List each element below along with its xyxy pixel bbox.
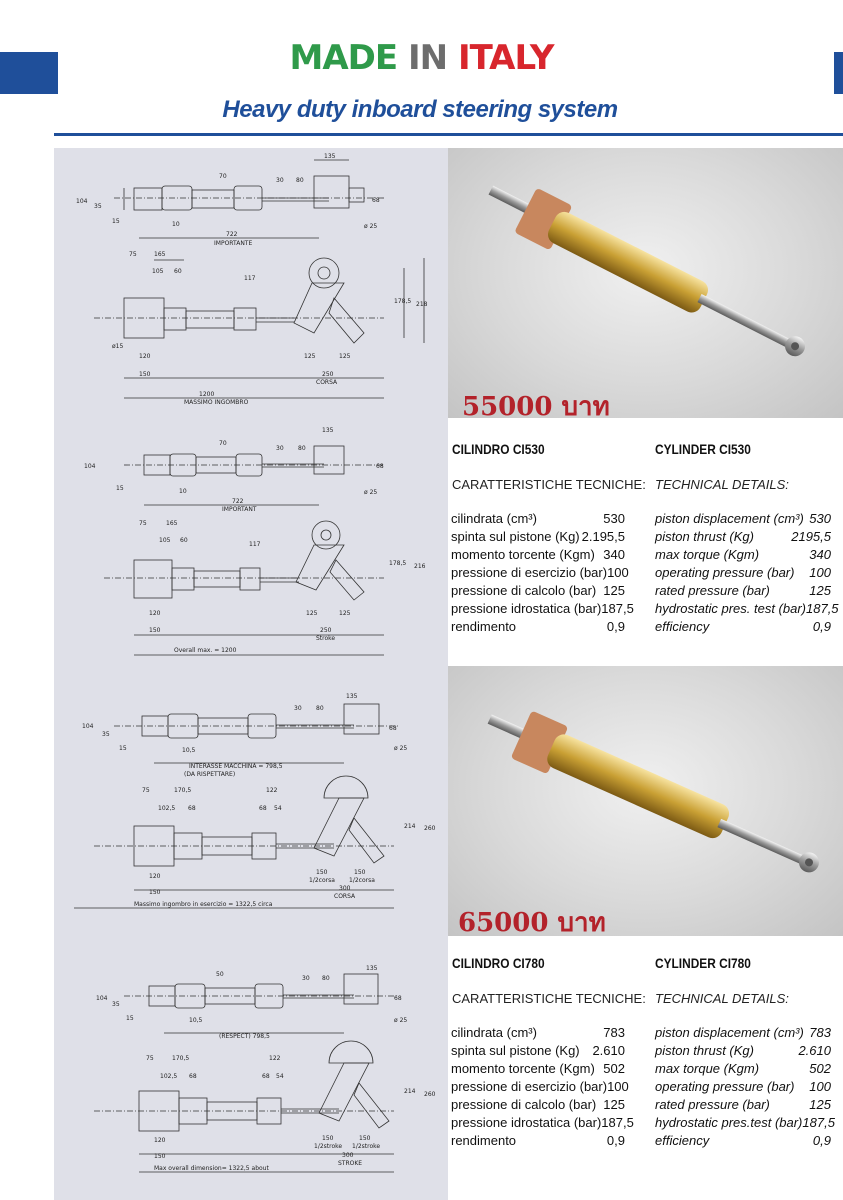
technical-drawing-ci530-it	[54, 148, 448, 410]
dim-80: 80	[296, 177, 304, 184]
spec-label: pressione di esercizio (bar)	[451, 565, 608, 580]
dim-1322: Max overall dimension= 1322,5 about	[154, 1165, 269, 1172]
dim-722: 722	[226, 231, 238, 238]
spec-label: efficiency	[655, 1133, 710, 1148]
spec-value: 0,9	[606, 619, 625, 634]
spec-value: 125	[603, 1097, 625, 1112]
header-rule	[54, 133, 843, 136]
dim-135: 135	[322, 427, 334, 434]
spec-row	[655, 582, 831, 600]
dim-105: 105	[152, 268, 164, 275]
specs-table-en-ci780	[655, 1024, 835, 1150]
dim-15b: ø15	[112, 343, 124, 350]
spec-label: rendimento	[451, 1133, 517, 1148]
dim-120: 120	[149, 873, 161, 880]
dim-300: 300	[342, 1152, 354, 1159]
spec-row	[655, 528, 831, 546]
spec-row	[655, 1042, 831, 1060]
spec-label: pressione di esercizio (bar)	[451, 1079, 608, 1094]
spec-label: pressione di calcolo (bar)	[451, 1097, 597, 1112]
spec-row	[451, 618, 625, 636]
dim-60: 60	[180, 537, 188, 544]
cylinder-image-ci530	[448, 148, 843, 418]
note-722: IMPORTANT	[222, 506, 257, 513]
spec-value: 2.610	[592, 1043, 625, 1058]
dim-68: 68	[394, 995, 402, 1002]
dim-122: 122	[266, 787, 278, 794]
dim-150: 150	[154, 1153, 166, 1160]
dim-135: 135	[324, 153, 336, 160]
dim-178: 178,5	[394, 298, 412, 305]
spec-value: 502	[809, 1061, 831, 1076]
note-250: Stroke	[316, 635, 336, 642]
spec-row	[451, 1078, 629, 1096]
spec-value: 100	[607, 565, 629, 580]
dim-117: 117	[249, 541, 261, 548]
product-photo-ci780	[448, 666, 843, 936]
logo-italy: ITALY	[457, 38, 554, 78]
dim-125b: 125	[339, 353, 351, 360]
dim-135: 135	[366, 965, 378, 972]
title-it-ci780: CILINDRO CI780	[452, 955, 545, 971]
spec-value: 100	[607, 1079, 629, 1094]
dim-135: 135	[346, 693, 358, 700]
dim-105: 105	[159, 537, 171, 544]
specs-table-it-ci780	[451, 1024, 634, 1150]
subtitle-it-ci780: CARATTERISTICHE TECNICHE:	[452, 991, 646, 1006]
subtitle-en-ci530: TECHNICAL DETAILS:	[655, 477, 789, 492]
spec-label: rendimento	[451, 619, 517, 634]
spec-row	[451, 1024, 625, 1042]
note-250: CORSA	[316, 379, 338, 386]
subtitle-it-ci530: CARATTERISTICHE TECNICHE:	[452, 477, 646, 492]
dim-25: ø 25	[394, 1017, 408, 1024]
spec-label: piston thrust (Kg)	[655, 529, 754, 544]
spec-label: pressione di calcolo (bar)	[451, 583, 597, 598]
spec-row	[451, 564, 629, 582]
spec-row	[451, 1114, 634, 1132]
dim-150b: 150	[354, 869, 366, 876]
spec-row	[451, 600, 634, 618]
spec-value: 100	[809, 565, 831, 580]
dim-half-a: 1/2corsa	[309, 877, 335, 884]
page-subtitle: Heavy duty inboard steering system	[222, 96, 618, 123]
logo-in: IN	[407, 38, 448, 78]
spec-row	[655, 600, 839, 618]
dim-120: 120	[139, 353, 151, 360]
dim-70: 70	[219, 440, 227, 447]
spec-row	[655, 510, 831, 528]
spec-row	[655, 1096, 831, 1114]
dim-125a: 125	[304, 353, 316, 360]
technical-drawing-ci780-en	[54, 928, 448, 1200]
dim-68: 68	[376, 463, 384, 470]
dim-150: 150	[149, 627, 161, 634]
spec-row	[655, 546, 831, 564]
spec-value: 530	[603, 511, 625, 526]
drawing-panel-ci530-it	[54, 148, 448, 410]
dim-102: 102,5	[158, 805, 176, 812]
spec-value: 2.195,5	[581, 529, 625, 544]
spec-row	[451, 1042, 625, 1060]
spec-value: 783	[603, 1025, 625, 1040]
dim-214: 214	[404, 1088, 416, 1095]
spec-row	[451, 1060, 625, 1078]
dim-30: 30	[294, 705, 302, 712]
spec-value: 187,5	[802, 1115, 835, 1130]
dim-35: 35	[112, 1001, 120, 1008]
spec-row	[655, 1024, 831, 1042]
dim-68b: 68	[259, 805, 267, 812]
spec-row	[451, 1132, 625, 1150]
note-300: CORSA	[334, 893, 356, 900]
dim-80: 80	[316, 705, 324, 712]
dim-75: 75	[142, 787, 150, 794]
spec-value: 125	[809, 583, 831, 598]
dim-122: 122	[269, 1055, 281, 1062]
dim-10: 10,5	[189, 1017, 203, 1024]
specs-table-it-ci530	[451, 510, 634, 636]
dim-half-a: 1/2stroke	[314, 1143, 343, 1150]
spec-value: 340	[809, 547, 831, 562]
dim-120: 120	[154, 1137, 166, 1144]
spec-value: 340	[603, 547, 625, 562]
spec-label: efficiency	[655, 619, 710, 634]
dim-104: 104	[82, 723, 94, 730]
dim-80: 80	[298, 445, 306, 452]
spec-row	[655, 1114, 835, 1132]
spec-label: pressione idrostatica (bar)	[451, 1115, 602, 1130]
spec-label: rated pressure (bar)	[655, 583, 770, 598]
spec-label: rated pressure (bar)	[655, 1097, 770, 1112]
drawing-panel-ci780-it	[54, 678, 448, 928]
dim-218: 218	[416, 301, 428, 308]
dim-104: 104	[76, 198, 88, 205]
dim-104: 104	[96, 995, 108, 1002]
dim-117: 117	[244, 275, 256, 282]
product-photo-ci530	[448, 148, 843, 422]
dim-25: ø 25	[364, 223, 378, 230]
note-798: (DA RISPETTARE)	[184, 771, 236, 778]
spec-value: 783	[809, 1025, 831, 1040]
dim-125b: 125	[339, 610, 351, 617]
dim-165: 165	[166, 520, 178, 527]
dim-102: 102,5	[160, 1073, 178, 1080]
spec-label: hydrostatic pres.test (bar)	[655, 1115, 803, 1130]
dim-10: 10,5	[182, 747, 196, 754]
technical-drawing-ci530-en	[54, 410, 448, 678]
dim-722: 722	[232, 498, 244, 505]
spec-label: cilindrata (cm³)	[451, 1025, 537, 1040]
title-it-ci530: CILINDRO CI530	[452, 441, 545, 457]
dim-178: 178,5	[389, 560, 407, 567]
spec-value: 187,5	[806, 601, 839, 616]
spec-label: momento torcente (Kgm)	[451, 1061, 595, 1076]
spec-value: 2.610	[798, 1043, 831, 1058]
dim-30: 30	[276, 177, 284, 184]
logo-made: MADE	[289, 38, 398, 78]
title-en-ci780: CYLINDER CI780	[655, 955, 751, 971]
spec-label: max torque (Kgm)	[655, 1061, 760, 1076]
spec-label: spinta sul pistone (Kg)	[451, 1043, 580, 1058]
dim-150a: 150	[322, 1135, 334, 1142]
spec-row	[451, 1096, 625, 1114]
dim-214: 214	[404, 823, 416, 830]
dim-half-b: 1/2corsa	[349, 877, 375, 884]
spec-value: 0,9	[812, 1133, 831, 1148]
dim-250: 250	[322, 371, 334, 378]
dim-260: 260	[424, 825, 436, 832]
dim-150: 150	[139, 371, 151, 378]
dim-104: 104	[84, 463, 96, 470]
dim-54: 54	[274, 805, 282, 812]
spec-row	[655, 1060, 831, 1078]
spec-row	[655, 1132, 831, 1150]
made-in-italy-logo	[0, 38, 843, 78]
dim-798: INTERASSE MACCHINA = 798,5	[189, 763, 283, 770]
spec-value: 0,9	[606, 1133, 625, 1148]
dim-75: 75	[139, 520, 147, 527]
dim-1322: Massimo ingombro in esercizio = 1322,5 circa	[134, 901, 273, 908]
dim-170: 170,5	[172, 1055, 190, 1062]
dim-68b: 68	[262, 1073, 270, 1080]
spec-label: max torque (Kgm)	[655, 547, 760, 562]
dim-30: 30	[276, 445, 284, 452]
dim-10: 10	[172, 221, 180, 228]
spec-label: hydrostatic pres. test (bar)	[655, 601, 806, 616]
cylinder-image-ci780	[448, 666, 843, 936]
spec-row	[655, 564, 831, 582]
spec-label: piston thrust (Kg)	[655, 1043, 754, 1058]
spec-row	[655, 1078, 831, 1096]
spec-label: momento torcente (Kgm)	[451, 547, 595, 562]
dim-68: 68	[389, 725, 397, 732]
spec-row	[451, 528, 625, 546]
dim-15: 15	[119, 745, 127, 752]
dim-150: 150	[149, 889, 161, 896]
drawing-panel-ci530-en	[54, 410, 448, 678]
dim-170: 170,5	[174, 787, 192, 794]
dim-35: 35	[94, 203, 102, 210]
spec-label: pressione idrostatica (bar)	[451, 601, 602, 616]
dim-70: 70	[219, 173, 227, 180]
dim-25: ø 25	[364, 489, 378, 496]
price-ci530: 55000 บาท	[462, 392, 610, 422]
spec-row	[655, 618, 831, 636]
spec-label: operating pressure (bar)	[655, 1079, 795, 1094]
dim-80: 80	[322, 975, 330, 982]
spec-value: 2195,5	[791, 529, 831, 544]
dim-54: 54	[276, 1073, 284, 1080]
spec-label: cilindrata (cm³)	[451, 511, 537, 526]
dim-68a: 68	[188, 805, 196, 812]
spec-row	[451, 582, 625, 600]
title-en-ci530: CYLINDER CI530	[655, 441, 751, 457]
dim-216: 216	[414, 563, 426, 570]
dim-300: 300	[339, 885, 351, 892]
spec-value: 100	[809, 1079, 831, 1094]
note-300: STROKE	[338, 1160, 363, 1167]
dim-50: 50	[216, 971, 224, 978]
spec-value: 502	[603, 1061, 625, 1076]
drawing-panel-ci780-en	[54, 928, 448, 1200]
technical-drawing-ci780-it	[54, 678, 448, 928]
spec-label: spinta sul pistone (Kg)	[451, 529, 580, 544]
spec-row	[451, 546, 625, 564]
dim-125a: 125	[306, 610, 318, 617]
dim-165: 165	[154, 251, 166, 258]
dim-150b: 150	[359, 1135, 371, 1142]
dim-260: 260	[424, 1091, 436, 1098]
dim-75: 75	[146, 1055, 154, 1062]
dim-15: 15	[112, 218, 120, 225]
dim-15: 15	[116, 485, 124, 492]
dim-68a: 68	[189, 1073, 197, 1080]
specs-table-en-ci530	[655, 510, 839, 636]
dim-30: 30	[302, 975, 310, 982]
note-722: IMPORTANTE	[214, 240, 253, 247]
dim-798: (RESPECT) 798,5	[219, 1033, 270, 1040]
spec-label: piston displacement (cm³)	[655, 511, 804, 526]
dim-15: 15	[126, 1015, 134, 1022]
dim-60: 60	[174, 268, 182, 275]
spec-row	[451, 510, 625, 528]
dim-1200: Overall max. = 1200	[174, 647, 237, 654]
dim-25: ø 25	[394, 745, 408, 752]
note-1200: MASSIMO INGOMBRO	[184, 399, 249, 406]
dim-75: 75	[129, 251, 137, 258]
dim-half-b: 1/2stroke	[352, 1143, 381, 1150]
dim-68: 68	[372, 197, 380, 204]
dim-150a: 150	[316, 869, 328, 876]
price-ci780: 65000 บาท	[458, 908, 606, 938]
dim-120: 120	[149, 610, 161, 617]
dim-35: 35	[102, 731, 110, 738]
spec-value: 187,5	[601, 1115, 634, 1130]
subtitle-en-ci780: TECHNICAL DETAILS:	[655, 991, 789, 1006]
spec-value: 0,9	[812, 619, 831, 634]
dim-1200: 1200	[199, 391, 215, 398]
spec-label: piston displacement (cm³)	[655, 1025, 804, 1040]
spec-value: 530	[809, 511, 831, 526]
spec-value: 125	[809, 1097, 831, 1112]
spec-label: operating pressure (bar)	[655, 565, 795, 580]
spec-value: 125	[603, 583, 625, 598]
dim-250: 250	[320, 627, 332, 634]
spec-value: 187,5	[601, 601, 634, 616]
dim-10: 10	[179, 488, 187, 495]
